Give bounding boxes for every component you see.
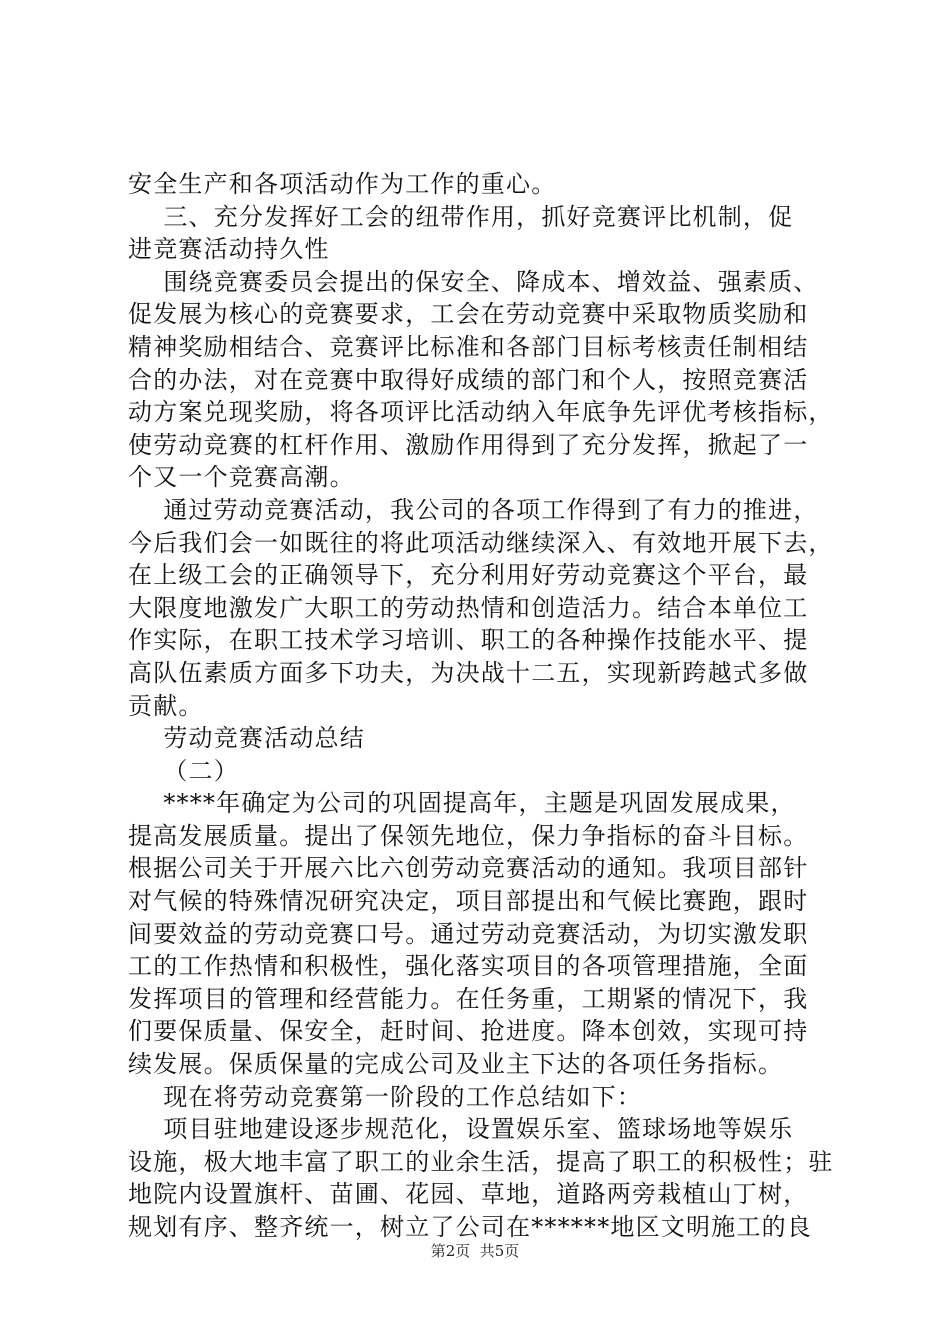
text-line: 合的办法，对在竞赛中取得好成绩的部门和个人，按照竞赛活 [128,365,809,394]
text-line: 通过劳动竞赛活动，我公司的各项工作得到了有力的推进， [128,495,819,524]
text-line: 在上级工会的正确领导下，充分利用好劳动竞赛这个平台，最 [128,561,809,590]
text-line: 根据公司关于开展六比六创劳动竞赛活动的通知。我项目部针 [128,854,809,883]
text-line: 现在将劳动竞赛第一阶段的工作总结如下： [128,1082,643,1111]
text-line: （二） [128,756,239,785]
page-footer: 第2页 共5页 [430,1242,520,1260]
document-body [128,168,834,1244]
text-line: 高队伍素质方面多下功夫，为决战十二五，实现新跨越式多做 [128,658,809,687]
text-line: 工的工作热情和积极性，强化落实项目的各项管理措施，全面 [128,952,809,981]
text-line: 间要效益的劳动竞赛口号。通过劳动竞赛活动，为切实激发职 [128,919,809,948]
text-line: 使劳动竞赛的杠杆作用、激励作用得到了充分发挥，掀起了一 [128,430,809,459]
text-line: 促发展为核心的竞赛要求，工会在劳动竞赛中采取物质奖励和 [128,300,809,329]
text-line: 提高发展质量。提出了保领先地位，保力争指标的奋斗目标。 [128,821,809,850]
text-line: 们要保质量、保安全，赶时间、抢进度。降本创效，实现可持 [128,1017,809,1046]
text-line: 个又一个竞赛高潮。 [128,463,355,492]
text-line: 发挥项目的管理和经营能力。在任务重，工期紧的情况下，我 [128,984,809,1013]
text-line: 精神奖励相结合、竞赛评比标准和各部门目标考核责任制相结 [128,332,809,361]
text-line: 劳动竞赛活动总结 [128,724,365,753]
text-line: 今后我们会一如既往的将此项活动继续深入、有效地开展下去， [128,528,834,557]
text-line: 围绕竞赛委员会提出的保安全、降成本、增效益、强素质、 [128,267,819,296]
text-line: ****年确定为公司的巩固提高年，主题是巩固发展成果， [128,789,796,818]
text-line: 作实际，在职工技术学习培训、职工的各种操作技能水平、提 [128,626,809,655]
text-line: 对气候的特殊情况研究决定，项目部提出和气候比赛跑，跟时 [128,887,809,916]
text-line: 项目驻地建设逐步规范化，设置娱乐室、篮球场地等娱乐 [128,1115,794,1144]
text-line: 三、充分发挥好工会的纽带作用，抓好竞赛评比机制，促 [128,202,794,231]
text-line: 动方案兑现奖励，将各项评比活动纳入年底争先评优考核指标， [128,398,834,427]
text-line: 续发展。保质保量的完成公司及业主下达的各项任务指标。 [128,1050,784,1079]
text-line: 安全生产和各项活动作为工作的重心。 [128,170,557,198]
text-line: 贡献。 [128,691,204,720]
text-line: 大限度地激发广大职工的劳动热情和创造活力。结合本单位工 [128,593,809,622]
text-line: 地院内设置旗杆、苗圃、花园、草地，道路两旁栽植山丁树， [128,1180,809,1209]
text-line: 设施，极大地丰富了职工的业余生活，提高了职工的积极性；驻 [128,1147,834,1176]
text-line: 进竞赛活动持久性 [128,235,330,264]
text-line: 规划有序、整齐统一，树立了公司在******地区文明施工的良 [128,1213,812,1241]
